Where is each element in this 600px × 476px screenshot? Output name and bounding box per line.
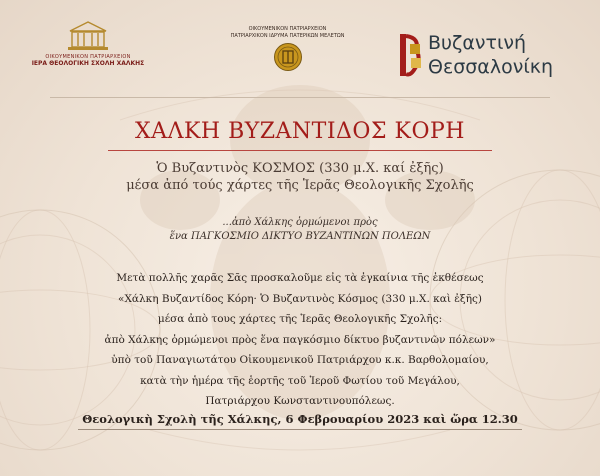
body-line: Μετὰ πολλῆς χαρᾶς Σᾶς προσκαλοῦμε εἰς τὰ ἐγκαίνια τῆς ἐκθέσεως (116, 272, 484, 284)
invitation-body (0, 268, 600, 412)
mid-logo-line1: ΟΙΚΟΥΜΕΝΙΚΟΝ ΠΑΤΡΙΑΡΧΕΙΟΝ (248, 26, 327, 32)
body-line: Πατριάρχου Κωνσταντινουπόλεως. (205, 395, 395, 407)
body-line: «Χάλκη Βυζαντίδος Κόρη· Ὁ Βυζαντινὸς Κόσμος (330 μ.Χ. καὶ ἐξῆς) (118, 292, 482, 305)
event-date-location: Θεολογικὴ Σχολὴ τῆς Χάλκης, 6 Φεβρουαρίου 2023 καὶ ὥρα 12.30 (82, 412, 518, 426)
tagline-line2: ἕνα ΠΑΓΚΟΣΜΙΟ ΔΙΚΤΥΟ ΒΥΖΑΝΤΙΝΩΝ ΠΟΛΕΩΝ (169, 231, 431, 242)
theological-school-logo (28, 20, 148, 68)
body-line: μέσα ἀπὸ τους χάρτες τῆς Ἱερᾶς Θεολογικῆς Σχολῆς: (157, 313, 443, 325)
patriarchal-foundation-logo (200, 26, 375, 72)
header-divider (50, 97, 550, 98)
body-line: ἀπὸ Χάλκης ὁρμώμενοι πρὸς ἕνα παγκόσμιο δίκτυο βυζαντινῶν πόλεων» (104, 333, 496, 346)
subtitle-line1: Ὁ Βυζαντινὸς ΚΟΣΜΟΣ (330 μ.Χ. καί ἐξῆς) (156, 161, 444, 176)
header (0, 0, 600, 98)
subtitle-line2: μέσα ἀπό τούς χάρτες τῆς Ἱερᾶς Θεολογικῆς Σχολῆς (126, 178, 474, 193)
body-line: ὑπὸ τοῦ Παναγιωτάτου Οἰκουμενικοῦ Πατριάρχου κ.κ. Βαρθολομαίου, (111, 354, 489, 366)
title-underline (108, 150, 492, 151)
right-logo-line1: Βυζαντινή (428, 32, 527, 54)
tagline-line1: ...ἀπὸ Χάλκης ὁρμώμενοι πρὸς (222, 217, 378, 228)
patriarchal-foundation-seal-icon (273, 42, 303, 72)
mid-logo-line2: ΠΑΤΡΙΑΡΧΙΚΟΝ ΙΔΡΥΜΑ ΠΑΤΕΡΙΚΩΝ ΜΕΛΕΤΩΝ (230, 33, 345, 39)
theological-school-building-icon (66, 20, 110, 52)
byzantine-thessaloniki-logo (398, 30, 573, 86)
left-logo-small-text: ΟΙΚΟΥΜΕΝΙΚΟΝ ΠΑΤΡΙΑΡΧΕΙΟΝ (45, 54, 131, 60)
left-logo-big-text: ΙΕΡΑ ΘΕΟΛΟΓΙΚΗ ΣΧΟΛΗ ΧΑΛΚΗΣ (31, 60, 145, 67)
byzantine-thessaloniki-mark-icon (398, 30, 424, 80)
page-title: ΧΑΛΚΗ ΒΥΖΑΝΤΙΔΟΣ ΚΟΡΗ (135, 119, 465, 144)
right-logo-line2: Θεσσαλονίκη (428, 56, 553, 78)
footer-underline (78, 429, 522, 430)
body-line: κατὰ τὴν ἡμέρα τῆς ἑορτῆς τοῦ Ἱεροῦ Φωτίου τοῦ Μεγάλου, (140, 374, 460, 387)
